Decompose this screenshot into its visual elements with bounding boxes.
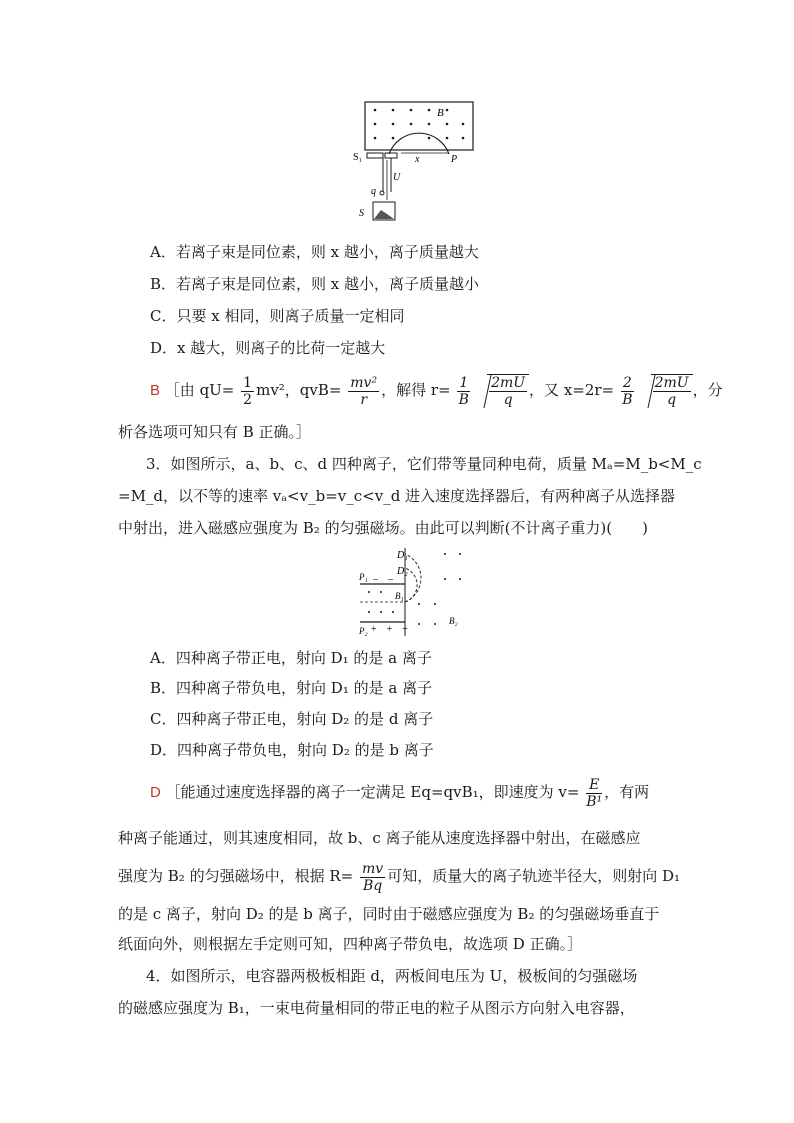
frac-E-B1: $\frac{E}{\text{B¹}}$ [586,776,603,810]
q3-ans-l3-a: 强度为 B₂ 的匀强磁场中，根据 R= [118,867,354,885]
q3-option-d: D．四种离子带负电，射向 D₂ 的是 b 离子 [150,741,434,759]
q3-answer-line4: 的是 c 离子，射向 D₂ 的是 b 离子，同时由于磁感应强度为 B₂ 的匀强磁场垂直于 [118,905,660,923]
q4-stem-line1: 4．如图所示，电容器两极板相距 d，两板间电压为 U，极板间的匀强磁场 [146,967,638,985]
label-U: U [393,172,401,183]
q2-answer-line1 [150,374,723,408]
ion-q [380,191,384,195]
q3-answer-line2: 种离子能通过，则其速度相同，故 b、c 离子能从速度选择器中射出，在磁感应 [118,829,641,847]
label-x: x [415,154,420,165]
plus-signs: + + + [371,624,408,635]
label-q: q [371,186,376,197]
label-S: S [359,208,364,219]
frac-mv2-r: $\frac{\text{mv²}}{r}$ [350,374,378,408]
q3-ans-l3-b: 可知，质量大的离子轨迹半径大，则射向 D₁ [387,867,680,885]
q3-stem-line2: =M_d，以不等的速率 vₐ<v_b=v_c<v_d 进入速度选择器后，有两种离子从选择器 [118,487,676,505]
label-D2: D₂ [397,566,408,577]
sqrt-2mU-q-2: $\frac{2mU}{q}$ [651,374,693,408]
ion-trajectory [389,133,449,154]
label-P: P [451,154,458,165]
q2-option-a: A．若离子束是同位素，则 x 越小，离子质量越大 [150,243,479,261]
arc-D1 [405,554,421,602]
q2-option-c: C．只要 x 相同，则离子质量一定相同 [150,307,405,325]
q3-option-a: A．四种离子带正电，射向 D₁ 的是 a 离子 [150,649,432,667]
q3-answer-line1 [150,774,649,811]
label-P1: P₁ [359,572,368,582]
q2-option-b: B．若离子束是同位素，则 x 越小，离子质量越小 [150,275,480,293]
q3-ans-l1-a: ［能通过速度选择器的离子一定满足 Eq=qvB₁，即速度为 v= [165,783,580,801]
field-dots [374,109,465,140]
q3-answer-line5: 纸面向外，则根据左手定则可知，四种离子带负电，故选项 D 正确。］ [118,935,583,953]
q3-stem-line3: 中射出，进入磁感应强度为 B₂ 的匀强磁场。由此可以判断(不计离子重力)( ) [118,519,648,537]
q2-option-d: D．x 越大，则离子的比荷一定越大 [150,339,386,357]
q3-option-c: C．四种离子带正电，射向 D₂ 的是 d 离子 [150,710,434,728]
q3-option-b: B．四种离子带负电，射向 D₁ 的是 a 离子 [150,679,433,697]
mass-spectrometer-figure [345,100,475,225]
q2-ans-text-e: ，分 [692,381,723,399]
q2-answer-letter: B [150,382,161,399]
frac-1-B: $\frac{1}{B}$ [458,374,469,408]
frac-mv-Bq: $\frac{mv}{Bq}$ [362,860,384,894]
slit-S1 [367,153,383,158]
q2-ans-text-c: ，解得 r= [381,381,451,399]
label-B1: B₁ [395,591,404,601]
q3-ans-l1-b: ，有两 [604,783,650,801]
q2-ans-text-b: mv²，qvB= [256,381,342,399]
q2-ans-text-d: ，又 x=2r= [529,381,615,399]
field-label-B: B [437,107,444,119]
field-B2-dots [418,553,461,625]
q2-ans-text-a: ［由 qU= [164,381,235,399]
q3-answer-letter: D [150,784,161,801]
q3-answer-line3 [118,858,680,894]
field-region [365,102,473,150]
frac-half: $\frac{1}{2}$ [243,374,253,408]
label-D1: D₁ [397,550,408,561]
velocity-selector-figure [355,544,475,639]
sqrt-2mU-q: $\frac{2mU}{q}$ [487,374,529,408]
frac-2-B: $\frac{2}{B}$ [622,374,633,408]
ion-source-fill [374,210,394,219]
minus-signs: – – [373,574,393,585]
q4-stem-line2: 的磁感应强度为 B₁，一束电荷量相同的带正电的粒子从图示方向射入电容器， [118,999,635,1017]
slit-plate [385,153,397,158]
label-P2: P₂ [359,626,368,636]
label-S1: S₁ [353,152,363,163]
q2-answer-line2: 析各选项可知只有 B 正确。］ [118,423,312,441]
label-B2: B₂ [449,616,458,626]
q3-stem-line1: 3．如图所示，a、b、c、d 四种离子，它们带等量同种电荷，质量 Mₐ=M_b<M_c [146,455,702,473]
